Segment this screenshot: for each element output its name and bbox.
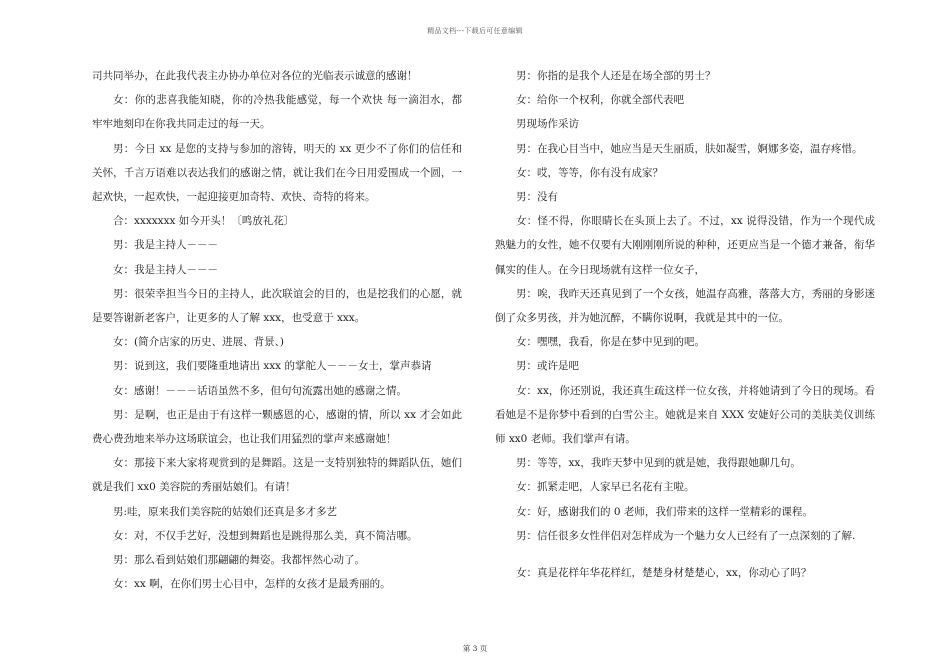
- dialogue-paragraph: 女：嘿嘿，我看，你是在梦中见到的吧。: [516, 336, 705, 349]
- dialogue-paragraph: 女：怪不得，你眼睛长在头顶上去了。不过，xx 说得没错，作为一个现代成熟魅力的女性，她不仅要有大刚刚刚所说的种种，还更应当是一个德才兼备，衔华佩实的佳人。在今日现场就有这样一位女子，: [495, 215, 875, 276]
- left-column: [92, 64, 462, 596]
- dialogue-paragraph: 男现场作采访: [516, 118, 579, 131]
- dialogue-paragraph: 女：给你一个权利，你就全部代表吧: [516, 94, 684, 107]
- dialogue-paragraph: 男：唉，我昨天还真见到了一个女孩，她温存高雅，落落大方，秀丽的身影迷倒了众多男孩，并为她沉醉，不瞒你说啊，我就是其中的一位。: [495, 287, 875, 325]
- dialogue-paragraph: 男：你指的是我个人还是在场全部的男士？: [516, 70, 716, 82]
- right-column: [495, 64, 875, 585]
- page-header: 精品文档---下载后可任意编辑: [427, 27, 523, 35]
- dialogue-paragraph: 男：说到这，我们要隆重地请出 xxx 的掌舵人－－－女士，掌声恭请: [113, 360, 432, 373]
- dialogue-paragraph: 女：真是花样年华花样红，楚楚身材楚楚心，xx，你动心了吗？: [516, 567, 812, 580]
- dialogue-paragraph: 女：我是主持人－－－: [113, 263, 218, 276]
- paragraph-gap: [495, 548, 875, 561]
- dialogue-paragraph: 男：我是主持人－－－: [113, 239, 218, 252]
- page-number: 第 3 页: [462, 644, 488, 653]
- dialogue-paragraph: 女：(简介店家的历史、进展、背景、): [113, 336, 284, 349]
- dialogue-paragraph: 女：哎，等等，你有没有成家？: [516, 166, 663, 179]
- dialogue-paragraph: 司共同举办，在此我代表主办协办单位对各位的光临表示诚意的感谢！: [92, 70, 418, 82]
- dialogue-paragraph: 男：今日 xx 是您的支持与参加的溶铸，明天的 xx 更少不了你们的信任和关怀，千言万语难以表达我们的感谢之情，就让我们在今日用爱围成一个圆，一起欢快，一起欢快，一起迎接更加奇特、欢快、奇特的将来。: [92, 142, 462, 204]
- dialogue-paragraph: 女：xx，你还别说，我还真生疏这样一位女孩，并将她请到了今日的现场。看看她是不是你梦中看到的白雪公主。她就是来自 XXX 安婕好公司的美肤美仪训练师 xx0 老师。我们掌声有请。: [495, 384, 875, 446]
- dialogue-paragraph: 男：很荣幸担当今日的主持人，此次联谊会的目的，也是挖我们的心愿，就是要答谢新老客户，让更多的人了解 xxx，也受意于 xxx。: [92, 287, 462, 325]
- dialogue-paragraph: 合：xxxxxxx 如今开头！〔鸣放礼花〕: [113, 215, 295, 228]
- dialogue-paragraph: 男：没有: [516, 191, 558, 204]
- dialogue-paragraph: 男：在我心目当中，她应当是天生丽质，肤如凝雪，婀娜多姿，温存疼惜。: [516, 142, 863, 155]
- dialogue-paragraph: 男：是啊，也正是由于有这样一颗感恩的心，感谢的情，所以 xx 才会如此费心费劲地来举办这场联谊会，也让我们用猛烈的掌声来感谢她！: [92, 408, 462, 446]
- dialogue-paragraph: 女：xx 啊，在你们男士心目中，怎样的女孩才是最秀丽的。: [113, 578, 391, 591]
- dialogue-paragraph: 女：感谢！－－－话语虽然不多，但句句流露出她的感谢之情。: [113, 384, 407, 397]
- dialogue-paragraph: 女：那接下来大家将观赏到的是舞蹈。这是一支特别独特的舞蹈队伍，她们就是我们 xx0 美容院的秀丽姑娘们。有请！: [92, 457, 462, 494]
- dialogue-paragraph: 男：那么看到姑娘们那翩翩的舞姿。我都怦然心动了。: [113, 554, 365, 567]
- dialogue-paragraph: 女：好，感谢我们的 0 老师，我们带来的这样一堂精彩的课程。: [516, 505, 813, 518]
- dialogue-paragraph: 女：对，不仅手艺好，没想到舞蹈也是跳得那么美，真不简洁哪。: [113, 529, 418, 542]
- dialogue-paragraph: 男:哇，原来我们美容院的姑娘们还真是多才多艺: [113, 505, 338, 518]
- dialogue-paragraph: 男：或许是吧: [516, 360, 579, 373]
- dialogue-paragraph: 男：信任很多女性伴侣对怎样成为一个魅力女人已经有了一点深刻的了解.: [516, 529, 856, 542]
- dialogue-paragraph: 男：等等，xx，我昨天梦中见到的就是她，我得跟她聊几句。: [516, 457, 801, 470]
- dialogue-paragraph: 女：你的悲喜我能知晓，你的冷热我能感觉，每一个欢快 每一滴泪水，都牢牢地刻印在你我共同走过的每一天。: [92, 94, 462, 131]
- dialogue-paragraph: 女：抓紧走吧，人家早已名花有主啦。: [516, 481, 695, 494]
